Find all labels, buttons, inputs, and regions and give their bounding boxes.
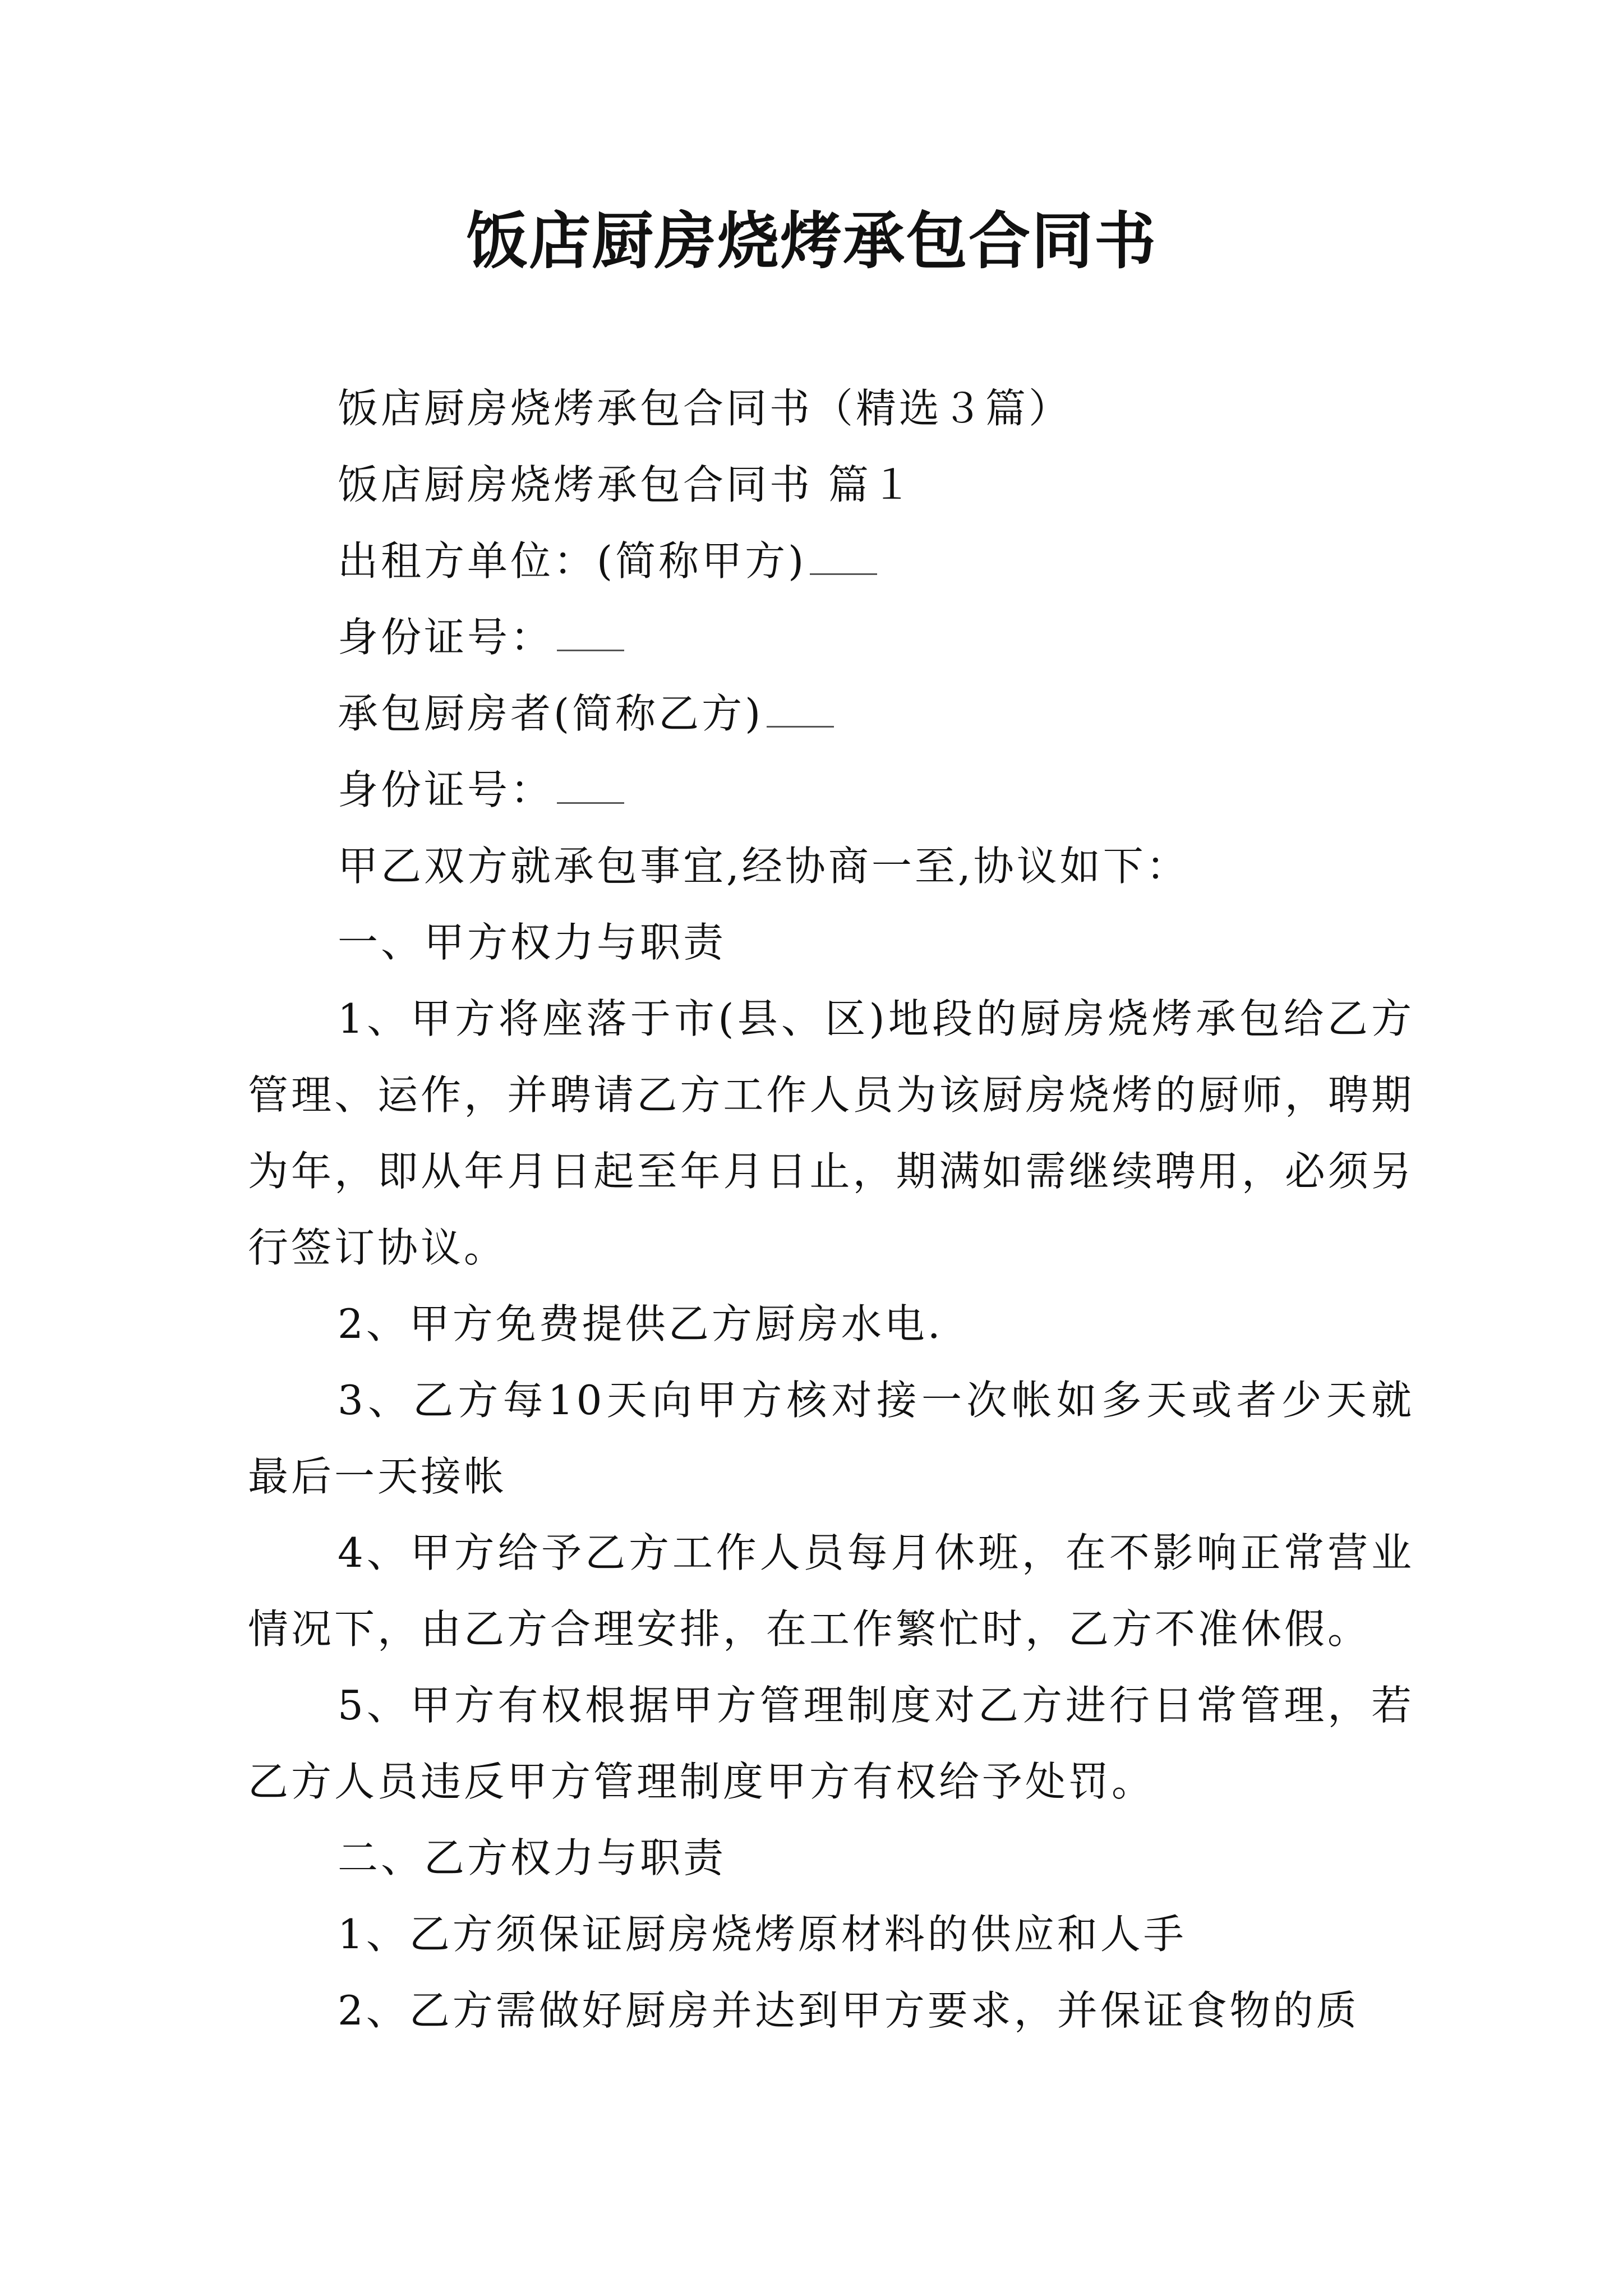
paragraph-clause: 4、甲方给予乙方工作人员每月休班，在不影响正常营业情况下，由乙方合理安排，在工作繁忙时，乙方不准休假。 bbox=[248, 1529, 1414, 1653]
paragraph-contractor-field: 承包厨房者(简称乙方) bbox=[248, 675, 1414, 752]
paragraph-id-field-b: 身份证号： bbox=[248, 752, 1414, 828]
paragraph-id-field-a: 身份证号： bbox=[248, 599, 1414, 675]
blank-line bbox=[557, 609, 624, 651]
paragraph-clause: 2、甲方免费提供乙方厨房水电. bbox=[338, 1300, 943, 1347]
paragraph-clause: 3、乙方每10天向甲方核对接一次帐如多天或者少天就最后一天接帐 bbox=[248, 1377, 1414, 1500]
document-body bbox=[248, 370, 1414, 2049]
paragraph-clause: 2、乙方需做好厨房并达到甲方要求，并保证食物的质 bbox=[338, 1987, 1359, 2034]
paragraph-clause: 1、乙方须保证厨房烧烤原材料的供应和人手 bbox=[338, 1911, 1187, 1958]
paragraph-clause: 1、甲方将座落于市(县、区)地段的厨房烧烤承包给乙方管理、运作，并聘请乙方工作人员为该厨房烧烤的厨师，聘期为年，即从年月日起至年月日止，期满如需继续聘用，必须另行签订协议。 bbox=[248, 995, 1414, 1271]
blank-line bbox=[810, 533, 877, 575]
paragraph-lessor-field: 出租方单位：(简称甲方) bbox=[248, 523, 1414, 599]
blank-line bbox=[767, 685, 834, 728]
paragraph-party-b-heading: 二、乙方权力与职责 bbox=[338, 1834, 727, 1881]
document-title: 饭店厨房烧烤承包合同书 bbox=[466, 205, 1157, 277]
paragraph-subtitle: 饭店厨房烧烤承包合同书（精选３篇） bbox=[338, 385, 1072, 432]
paragraph-party-a-heading: 一、甲方权力与职责 bbox=[338, 919, 727, 966]
blank-line bbox=[557, 762, 624, 804]
paragraph-clause: 5、甲方有权根据甲方管理制度对乙方进行日常管理，若乙方人员违反甲方管理制度甲方有权给予处罚。 bbox=[248, 1682, 1414, 1805]
paragraph-section-heading: 饭店厨房烧烤承包合同书 篇１ bbox=[338, 461, 915, 508]
paragraph-agreement: 甲乙双方就承包事宜,经协商一至,协议如下： bbox=[338, 843, 1189, 890]
